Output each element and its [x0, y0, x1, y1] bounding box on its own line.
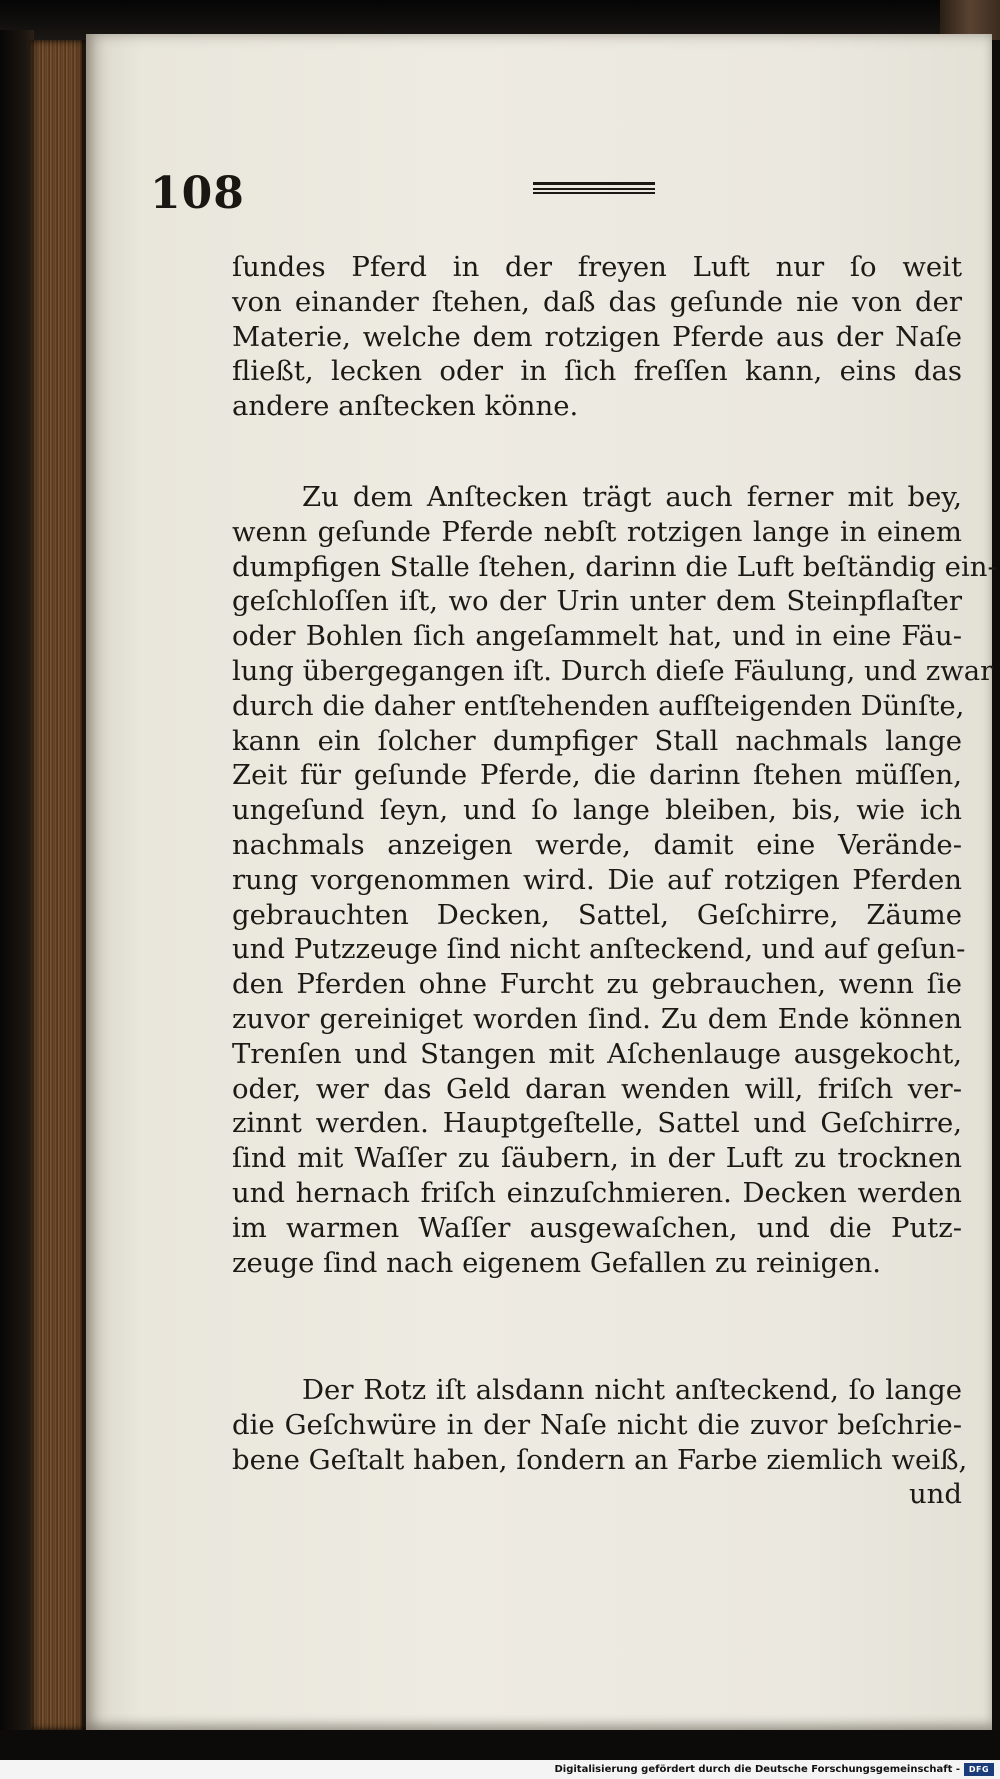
text-line: und Putzzeuge ſind nicht anſteckend, und auf geſun-	[232, 933, 966, 966]
text-line: fließt, lecken oder in ſich freſſen kann, eins das	[232, 355, 962, 388]
text-line: ſundes Pferd in der freyen Luft nur ſo weit	[232, 251, 962, 283]
text-line: andere anſtecken könne.	[232, 390, 579, 423]
text-line: Der Rotz iſt alsdann nicht anſteckend, ſo lange	[302, 1374, 962, 1406]
text-line: Zeit für geſunde Pferde, die darinn ſtehen müſſen,	[232, 759, 962, 792]
footer-bar	[0, 1760, 1000, 1779]
header-rule	[533, 182, 655, 194]
text-line: durch die daher entſtehenden aufſteigenden Dünſte,	[232, 689, 965, 722]
text-line: zuvor gereiniget worden ſind. Zu dem Ende können	[232, 1002, 962, 1035]
text-line: gebrauchten Decken, Sattel, Geſchirre, Zäume	[232, 898, 962, 931]
bottom-shadow	[0, 1730, 1000, 1762]
text-line: und hernach friſch einzuſchmieren. Decken werden	[232, 1176, 962, 1209]
text-line: kann ein ſolcher dumpfiger Stall nachmals lange	[232, 724, 962, 757]
text-line: dumpfigen Stalle ſtehen, darinn die Luft beſtändig ein-	[232, 550, 997, 583]
text-line: geſchloſſen iſt, wo der Urin unter dem Steinpflaſter	[232, 585, 962, 618]
digitization-credit: Digitalisierung gefördert durch die Deutsche Forschungsgemeinschaft -	[554, 1764, 960, 1775]
paragraph-3	[232, 1373, 968, 1512]
text-line: nachmals anzeigen werde, damit eine Verände-	[232, 828, 962, 861]
page-number: 108	[150, 168, 245, 219]
text-line: rung vorgenommen wird. Die auf rotzigen Pferden	[232, 863, 962, 896]
page-fore-edge	[30, 40, 88, 1730]
text-line: zeuge ſind nach eigenem Gefallen zu reinigen.	[232, 1246, 881, 1279]
text-line: von einander ſtehen, daß das geſunde nie von der	[232, 285, 962, 318]
text-line: oder, wer das Geld daran wenden will, friſch ver-	[232, 1072, 962, 1105]
text-line: oder Bohlen ſich angeſammelt hat, und in eine Fäu-	[232, 620, 962, 653]
catchword: und	[908, 1478, 962, 1511]
text-line: Zu dem Anſtecken trägt auch ferner mit bey,	[302, 481, 962, 513]
text-line: bene Geſtalt haben, ſondern an Farbe ziemlich weiß,	[232, 1443, 968, 1476]
text-line: im warmen Waſſer ausgewaſchen, und die Putz-	[232, 1211, 962, 1244]
paragraph-2	[232, 480, 997, 1280]
text-line: Materie, welche dem rotzigen Pferde aus der Naſe	[232, 320, 962, 353]
text-line: ungeſund ſeyn, und ſo lange bleiben, bis, wie ich	[232, 794, 962, 827]
book-spine-shadow	[0, 30, 34, 1750]
text-line: zinnt werden. Hauptgeſtelle, Sattel und Geſchirre,	[232, 1107, 962, 1140]
text-line: Trenſen und Stangen mit Aſchenlauge ausgekocht,	[232, 1037, 962, 1070]
dfg-logo: DFG	[964, 1763, 994, 1776]
text-line: ſind mit Waſſer zu ſäubern, in der Luft zu trocknen	[232, 1142, 962, 1175]
text-line: lung übergegangen iſt. Durch dieſe Fäulung, und zwar	[232, 654, 994, 687]
paragraph-1	[232, 250, 962, 424]
text-line: den Pferden ohne Furcht zu gebrauchen, wenn ſie	[232, 968, 962, 1001]
text-line: die Geſchwüre in der Naſe nicht die zuvor beſchrie-	[232, 1408, 962, 1441]
text-line: wenn geſunde Pferde nebſt rotzigen lange in einem	[232, 515, 962, 548]
